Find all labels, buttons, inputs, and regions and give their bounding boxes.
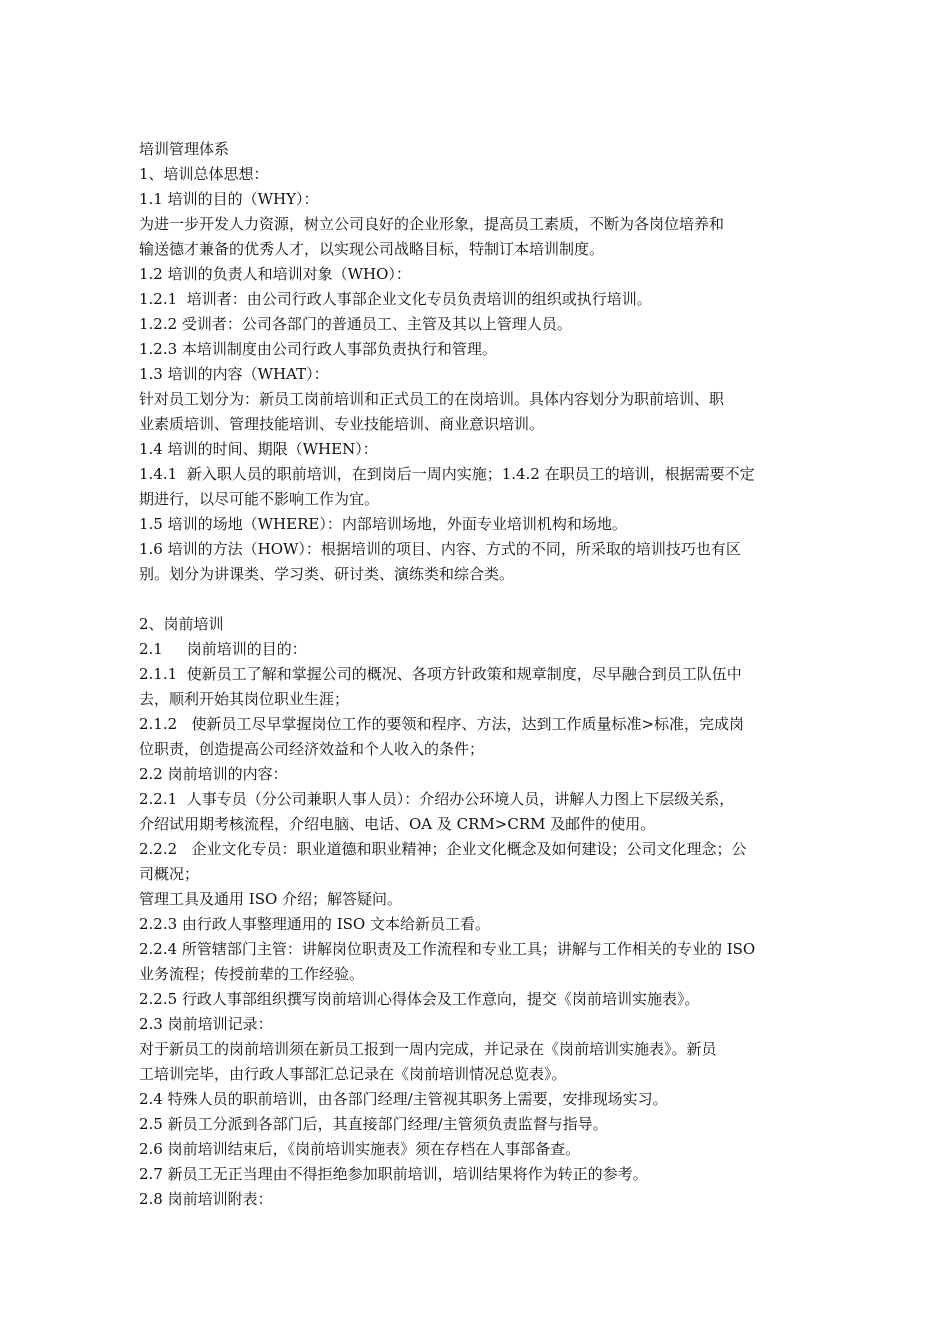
document-title: 培训管理体系 xyxy=(139,140,230,158)
paragraph-line: 输送德才兼备的优秀人才，以实现公司战略目标，特制订本培训制度。 xyxy=(139,240,605,258)
section-1-6-line: 1.6 培训的方法（HOW）：根据培训的项目、内容、方式的不同，所采取的培训技巧也有区 xyxy=(139,540,741,558)
paragraph-line: 2.2.2 企业文化专员：职业道德和职业精神；企业文化概念及如何建设；公司文化理念；公 xyxy=(139,840,747,858)
section-1-3-heading: 1.3 培训的内容（WHAT）： xyxy=(139,365,329,383)
section-1-heading: 1、培训总体思想： xyxy=(139,165,269,183)
paragraph-line: 介绍试用期考核流程，介绍电脑、电话、OA 及 CRM>CRM 及邮件的使用。 xyxy=(139,815,656,833)
paragraph-line: 为进一步开发人力资源，树立公司良好的企业形象，提高员工素质，不断为各岗位培养和 xyxy=(139,215,725,233)
paragraph-line: 2.2.3 由行政人事整理通用的 ISO 文本给新员工看。 xyxy=(139,915,490,933)
paragraph-line: 2.4 特殊人员的职前培训，由各部门经理/主管视其职务上需要，安排现场实习。 xyxy=(139,1090,668,1108)
paragraph-line: 2.1.2 使新员工尽早掌握岗位工作的要领和程序、方法，达到工作质量标准>标准，完成岗 xyxy=(139,715,745,733)
paragraph-line: 去，顺利开始其岗位职业生涯； xyxy=(139,690,350,708)
paragraph-line: 2.1.1 使新员工了解和掌握公司的概况、各项方针政策和规章制度，尽早融合到员工队伍中 xyxy=(139,665,742,683)
paragraph-line: 2.6 岗前培训结束后，《岗前培训实施表》须在存档在人事部备查。 xyxy=(139,1140,581,1158)
paragraph-line: 管理工具及通用 ISO 介绍；解答疑问。 xyxy=(139,890,403,908)
paragraph-line: 业务流程；传授前辈的工作经验。 xyxy=(139,965,365,983)
paragraph-line: 工培训完毕，由行政人事部汇总记录在《岗前培训情况总览表》。 xyxy=(139,1065,567,1083)
document-body xyxy=(139,137,819,1212)
paragraph-line: 1.2.1 培训者：由公司行政人事部企业文化专员负责培训的组织或执行培训。 xyxy=(139,290,652,308)
section-spacer xyxy=(139,587,819,612)
section-2-1-heading: 2.1 岗前培训的目的： xyxy=(139,640,307,658)
section-1-4-heading: 1.4 培训的时间、期限（WHEN）： xyxy=(139,440,378,458)
section-1-2-heading: 1.2 培训的负责人和培训对象（WHO）： xyxy=(139,265,411,283)
section-2-heading: 2、岗前培训 xyxy=(139,615,224,633)
paragraph-line: 针对员工划分为：新员工岗前培训和正式员工的在岗培训。具体内容划分为职前培训、职 xyxy=(139,390,725,408)
paragraph-line: 1.2.3 本培训制度由公司行政人事部负责执行和管理。 xyxy=(139,340,497,358)
paragraph-line: 1.4.1 新入职人员的职前培训，在到岗后一周内实施；1.4.2 在职员工的培训，根据需要不定 xyxy=(139,465,755,483)
section-2-2-heading: 2.2 岗前培训的内容： xyxy=(139,765,288,783)
paragraph-line: 别。划分为讲课类、学习类、研讨类、演练类和综合类。 xyxy=(139,565,515,583)
paragraph-line: 位职责，创造提高公司经济效益和个人收入的条件； xyxy=(139,740,485,758)
paragraph-line: 期进行，以尽可能不影响工作为宜。 xyxy=(139,490,380,508)
section-1-5-line: 1.5 培训的场地（WHERE）：内部培训场地，外面专业培训机构和场地。 xyxy=(139,515,627,533)
section-1-1-heading: 1.1 培训的目的（WHY）： xyxy=(139,190,319,208)
paragraph-line: 2.5 新员工分派到各部门后，其直接部门经理/主管须负责监督与指导。 xyxy=(139,1115,608,1133)
section-2-3-heading: 2.3 岗前培训记录： xyxy=(139,1015,273,1033)
paragraph-line: 司概况； xyxy=(139,865,200,883)
paragraph-line: 1.2.2 受训者：公司各部门的普通员工、主管及其以上管理人员。 xyxy=(139,315,572,333)
paragraph-line: 2.2.5 行政人事部组织撰写岗前培训心得体会及工作意向，提交《岗前培训实施表》。 xyxy=(139,990,700,1008)
paragraph-line: 2.8 岗前培训附表： xyxy=(139,1190,273,1208)
paragraph-line: 2.7 新员工无正当理由不得拒绝参加职前培训，培训结果将作为转正的参考。 xyxy=(139,1165,648,1183)
paragraph-line: 业素质培训、管理技能培训、专业技能培训、商业意识培训。 xyxy=(139,415,545,433)
paragraph-line: 对于新员工的岗前培训须在新员工报到一周内完成，并记录在《岗前培训实施表》。新员 xyxy=(139,1040,717,1058)
paragraph-line: 2.2.1 人事专员（分公司兼职人事人员）：介绍办公环境人员，讲解人力图上下层级关系， xyxy=(139,790,735,808)
paragraph-line: 2.2.4 所管辖部门主管：讲解岗位职责及工作流程和专业工具；讲解与工作相关的专业的 ISO xyxy=(139,940,756,958)
